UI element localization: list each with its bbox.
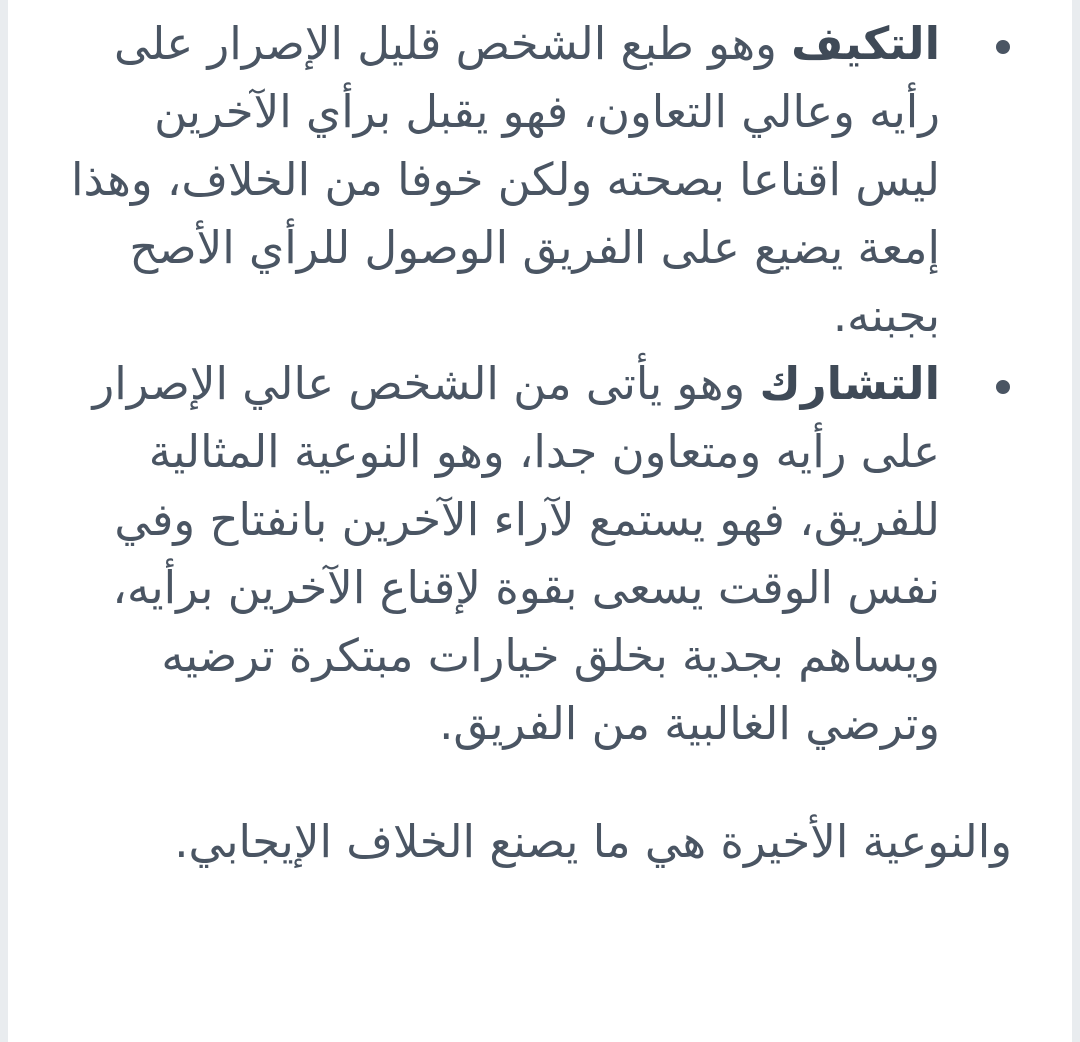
right-page-edge xyxy=(1072,0,1080,1042)
list-item-accommodating xyxy=(60,10,1012,350)
closing-paragraph: والنوعية الأخيرة هي ما يصنع الخلاف الإيجابي. xyxy=(174,815,1012,868)
bullet-icon xyxy=(996,40,1010,54)
left-page-edge xyxy=(0,0,8,1042)
description-accommodating: وهو طبع الشخص قليل الإصرار على رأيه وعالي التعاون، فهو يقبل برأي الآخرين ليس اقناعا بصحته ولكن خوفا من الخلاف، وهذا إمعة يضيع على الفريق الوصول للرأي الأصح بجبنه. xyxy=(70,17,940,342)
conflict-styles-list xyxy=(60,10,1012,758)
description-collaborating: وهو يأتى من الشخص عالي الإصرار على رأيه ومتعاون جدا، وهو النوعية المثالية للفريق، فهو يستمع لآراء الآخرين بانفتاح وفي نفس الوقت يسعى بقوة لإقناع الآخرين برأيه، ويساهم بجدية بخلق خيارات مبتكرة ترضيه وترضي الغالبية من الفريق. xyxy=(92,357,940,750)
term-accommodating: التكيف xyxy=(791,17,940,70)
bullet-icon xyxy=(996,380,1010,394)
list-item-collaborating xyxy=(60,350,1012,758)
article-body xyxy=(60,10,1012,876)
term-collaborating: التشارك xyxy=(759,357,940,410)
